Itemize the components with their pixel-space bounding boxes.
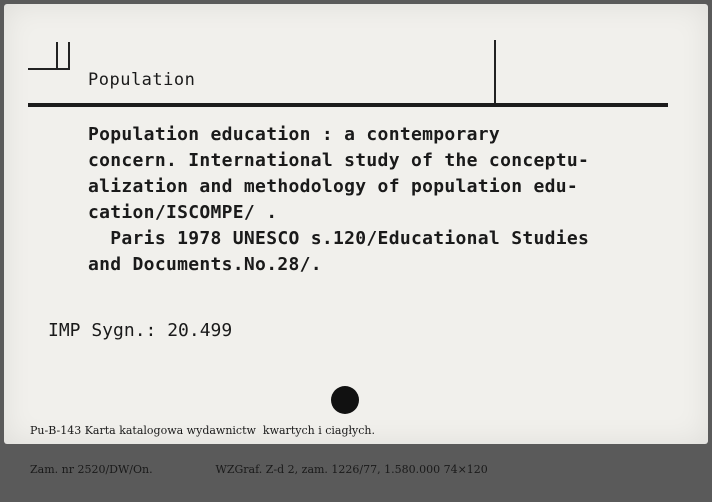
body-line: concern. International study of the conceptu- bbox=[88, 150, 590, 171]
horizontal-rule bbox=[28, 103, 668, 107]
vertical-divider bbox=[494, 40, 496, 104]
signature-number: IMP Sygn.: 20.499 bbox=[48, 320, 233, 341]
body-line: cation/ISCOMPE/ . bbox=[88, 202, 278, 223]
card-footer bbox=[30, 398, 690, 502]
body-line: alization and methodology of population edu- bbox=[88, 176, 579, 197]
corner-mark bbox=[28, 42, 70, 70]
body-line: Paris 1978 UNESCO s.120/Educational Studies bbox=[88, 228, 590, 249]
footer-line-1: Pu-B-143 Karta katalogowa wydawnictw kwartych i ciagłych. bbox=[30, 424, 376, 437]
card-heading: Population bbox=[88, 70, 196, 90]
punch-hole bbox=[331, 386, 359, 414]
catalog-card bbox=[4, 4, 708, 476]
body-line: Population education : a contemporary bbox=[88, 124, 501, 145]
body-line: and Documents.No.28/. bbox=[88, 254, 322, 275]
card-body bbox=[88, 122, 688, 278]
footer-line-2: Zam. nr 2520/DW/On. WZGraf. Z-d 2, zam. 1226/77, 1.580.000 74×120 bbox=[30, 463, 488, 476]
